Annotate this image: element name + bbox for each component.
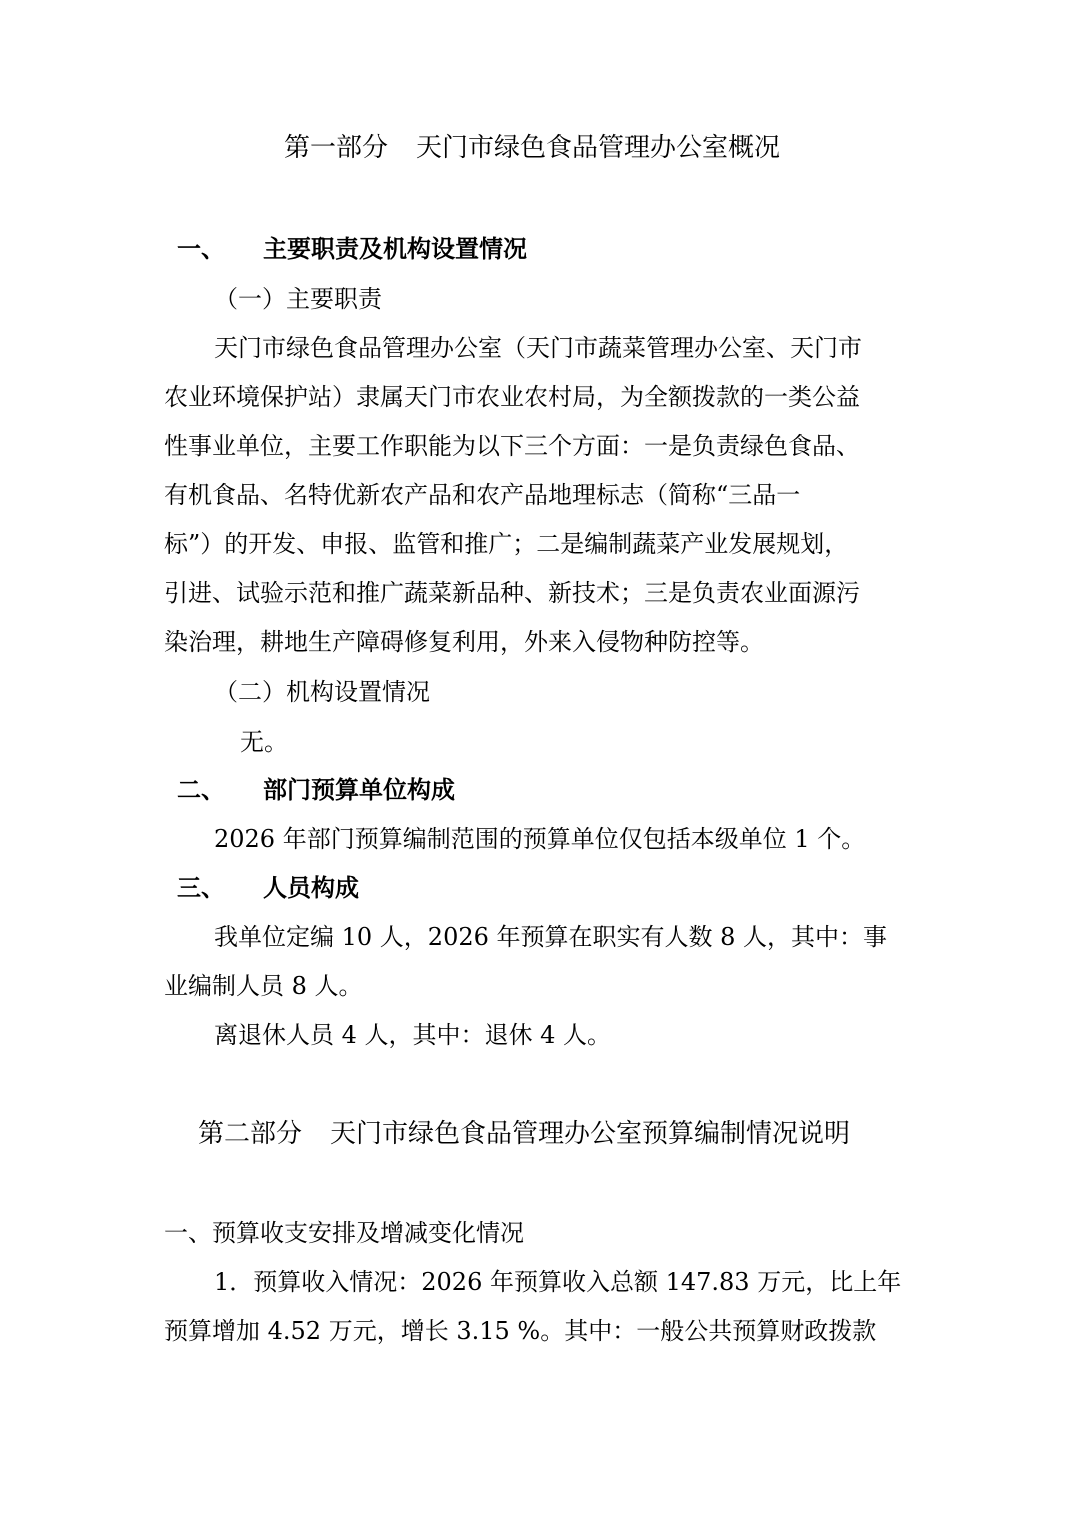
part2-title-prefix: 第二部分	[198, 1119, 303, 1149]
subheading-org-setup: （二）机构设置情况	[214, 678, 430, 706]
section3-heading	[177, 873, 359, 903]
part2-title-text: 天门市绿色食品管理办公室预算编制情况说明	[330, 1119, 851, 1149]
duties-line-4: 有机食品、名特优新农产品和农产品地理标志（简称“三品一	[164, 481, 801, 509]
part2-title	[198, 1119, 850, 1149]
duties-line-2: 农业环境保护站）隶属天门市农业农村局，为全额拨款的一类公益	[164, 383, 860, 411]
section3-title: 人员构成	[263, 873, 359, 902]
section2-number: 二、	[177, 775, 225, 804]
section1-title: 主要职责及机构设置情况	[263, 234, 527, 263]
org-setup-text: 无。	[240, 728, 288, 756]
part1-title	[284, 133, 780, 163]
part2-section1-heading: 一、预算收支安排及增减变化情况	[164, 1219, 524, 1247]
part1-title-prefix: 第一部分	[284, 133, 389, 163]
section3-number: 三、	[177, 873, 225, 902]
budget-units-text: 2026 年部门预算编制范围的预算单位仅包括本级单位 1 个。	[214, 825, 866, 853]
part1-title-text: 天门市绿色食品管理办公室概况	[416, 133, 781, 163]
section1-heading	[177, 234, 527, 264]
section1-number: 一、	[177, 234, 225, 263]
duties-line-7: 染治理，耕地生产障碍修复利用，外来入侵物种防控等。	[164, 628, 764, 656]
duties-line-5: 标”）的开发、申报、监管和推广；二是编制蔬菜产业发展规划，	[164, 530, 849, 558]
retired-staff-text: 离退休人员 4 人，其中：退休 4 人。	[214, 1021, 612, 1049]
section2-title: 部门预算单位构成	[263, 775, 455, 804]
income-line-1: 1．预算收入情况：2026 年预算收入总额 147.83 万元，比上年	[214, 1268, 902, 1296]
income-line-2: 预算增加 4.52 万元，增长 3.15 %。其中：一般公共预算财政拨款	[164, 1317, 877, 1345]
staff-line-1: 我单位定编 10 人，2026 年预算在职实有人数 8 人，其中：事	[214, 923, 888, 951]
staff-line-2: 业编制人员 8 人。	[164, 972, 363, 1000]
section2-heading	[177, 775, 455, 805]
duties-line-6: 引进、试验示范和推广蔬菜新品种、新技术；三是负责农业面源污	[164, 579, 860, 607]
duties-line-3: 性事业单位，主要工作职能为以下三个方面：一是负责绿色食品、	[164, 432, 860, 460]
duties-line-1: 天门市绿色食品管理办公室（天门市蔬菜管理办公室、天门市	[214, 334, 862, 362]
subheading-main-duties: （一）主要职责	[214, 285, 382, 313]
